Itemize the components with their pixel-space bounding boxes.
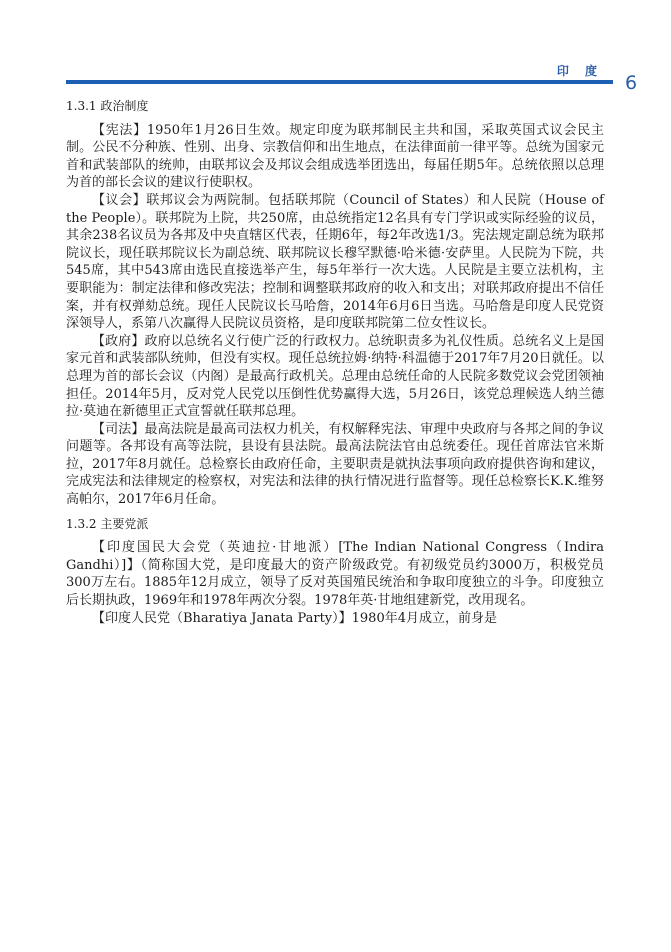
header-rule [66, 80, 613, 84]
paragraph-constitution [66, 122, 604, 192]
paragraph-text: 1950年1月26日生效。规定印度为联邦制民主共和国，采取英国式议会民主制。公民不分种族、性别、出身、宗教信仰和出生地点，在法律面前一律平等。总统为国家元首和武装部队的统帅，由联邦议会及邦议会组成选举团选出，每届任期5年。总统依照以总理为首的部长会议的建议行使职权。 [66, 122, 604, 191]
term-label: 【司法】 [92, 421, 145, 437]
paragraph-text: （简称国大党，是印度最大的资产阶级政党。有初级党员约3000万，积极党员300万左右。1885年12月成立，领导了反对英国殖民统治和争取印度独立的斗争。印度独立后长期执政，1969年和1978年两次分裂。1978年英·甘地组建新党，改用现名。 [66, 557, 604, 609]
running-title: 印 度 [556, 64, 603, 78]
paragraph-government [66, 333, 604, 421]
section-heading-parties: 1.3.2 主要党派 [66, 516, 149, 531]
paragraph-text: 政府以总统名义行使广泛的行政权力。总统职责多为礼仪性质。总统名义上是国家元首和武装部队统帅，但没有实权。现任总统拉姆·纳特·科温德于2017年7月20日就任。以总理为首的部长会议（内阁）是最高行政机关。总理由总统任命的人民院多数党议会党团领袖担任。2014年5月，反对党人民党以压倒性优势赢得大选，5月26日，该党总理候选人纳兰德拉·莫迪在新德里正式宣誓就任联邦总理。 [66, 333, 604, 420]
paragraph-text: 最高法院是最高司法权力机关，有权解释宪法、审理中央政府与各邦之间的争议问题等。各邦设有高等法院，县设有县法院。最高法院法官由总统委任。现任首席法官米斯拉，2017年8月就任。总检察长由政府任命，主要职责是就执法事项向政府提供咨询和建议，完成宪法和法律规定的检察权，对宪法和法律的执行情况进行监督等。现任总检察长K.K.维努高帕尔，2017年6月任命。 [66, 421, 604, 508]
page-body [66, 98, 604, 627]
term-label: 【印度国民大会党（英迪拉·甘地派）[The Indian National Congress（Indira Gandhi）]】 [66, 540, 604, 573]
term-label: 【宪法】 [92, 122, 147, 138]
term-label: 【议会】 [92, 192, 147, 208]
paragraph-parliament [66, 192, 604, 333]
term-label: 【印度人民党（Bharatiya Janata Party）】 [92, 610, 352, 626]
section-heading-politics: 1.3.1 政治制度 [66, 99, 149, 113]
paragraph-judiciary [66, 421, 604, 509]
page-number: 6 [625, 72, 638, 94]
paragraph-bjp [66, 610, 604, 628]
paragraph-congress [66, 539, 604, 609]
paragraph-text: 联邦议会为两院制。包括联邦院（Council of States）和人民院（House of the People）。联邦院为上院，共250席，由总统指定12名具有专门学识或实际经验的议员，其余238名议员为各邦及中央直辖区代表，任期6年，每2年改选1/3。宪法规定副总统为联邦院议长，现任联邦院议长为副总统、联邦院议长穆罕默德·哈米德·安萨里。人民院为下院，共545席，其中543席由选民直接选举产生，每5年举行一次大选。人民院是主要立法机构，主要职能为：制定法律和修改宪法；控制和调整联邦政府的收入和支出；对联邦政府提出不信任案，并有权弹劾总统。现任人民院议长马哈詹，2014年6月6日当选。马哈詹是印度人民党资深领导人，系第八次赢得人民院议员资格，是印度联邦院第二位女性议长。 [66, 192, 604, 332]
term-label: 【政府】 [92, 333, 145, 349]
paragraph-text: 1980年4月成立，前身是 [351, 610, 497, 626]
